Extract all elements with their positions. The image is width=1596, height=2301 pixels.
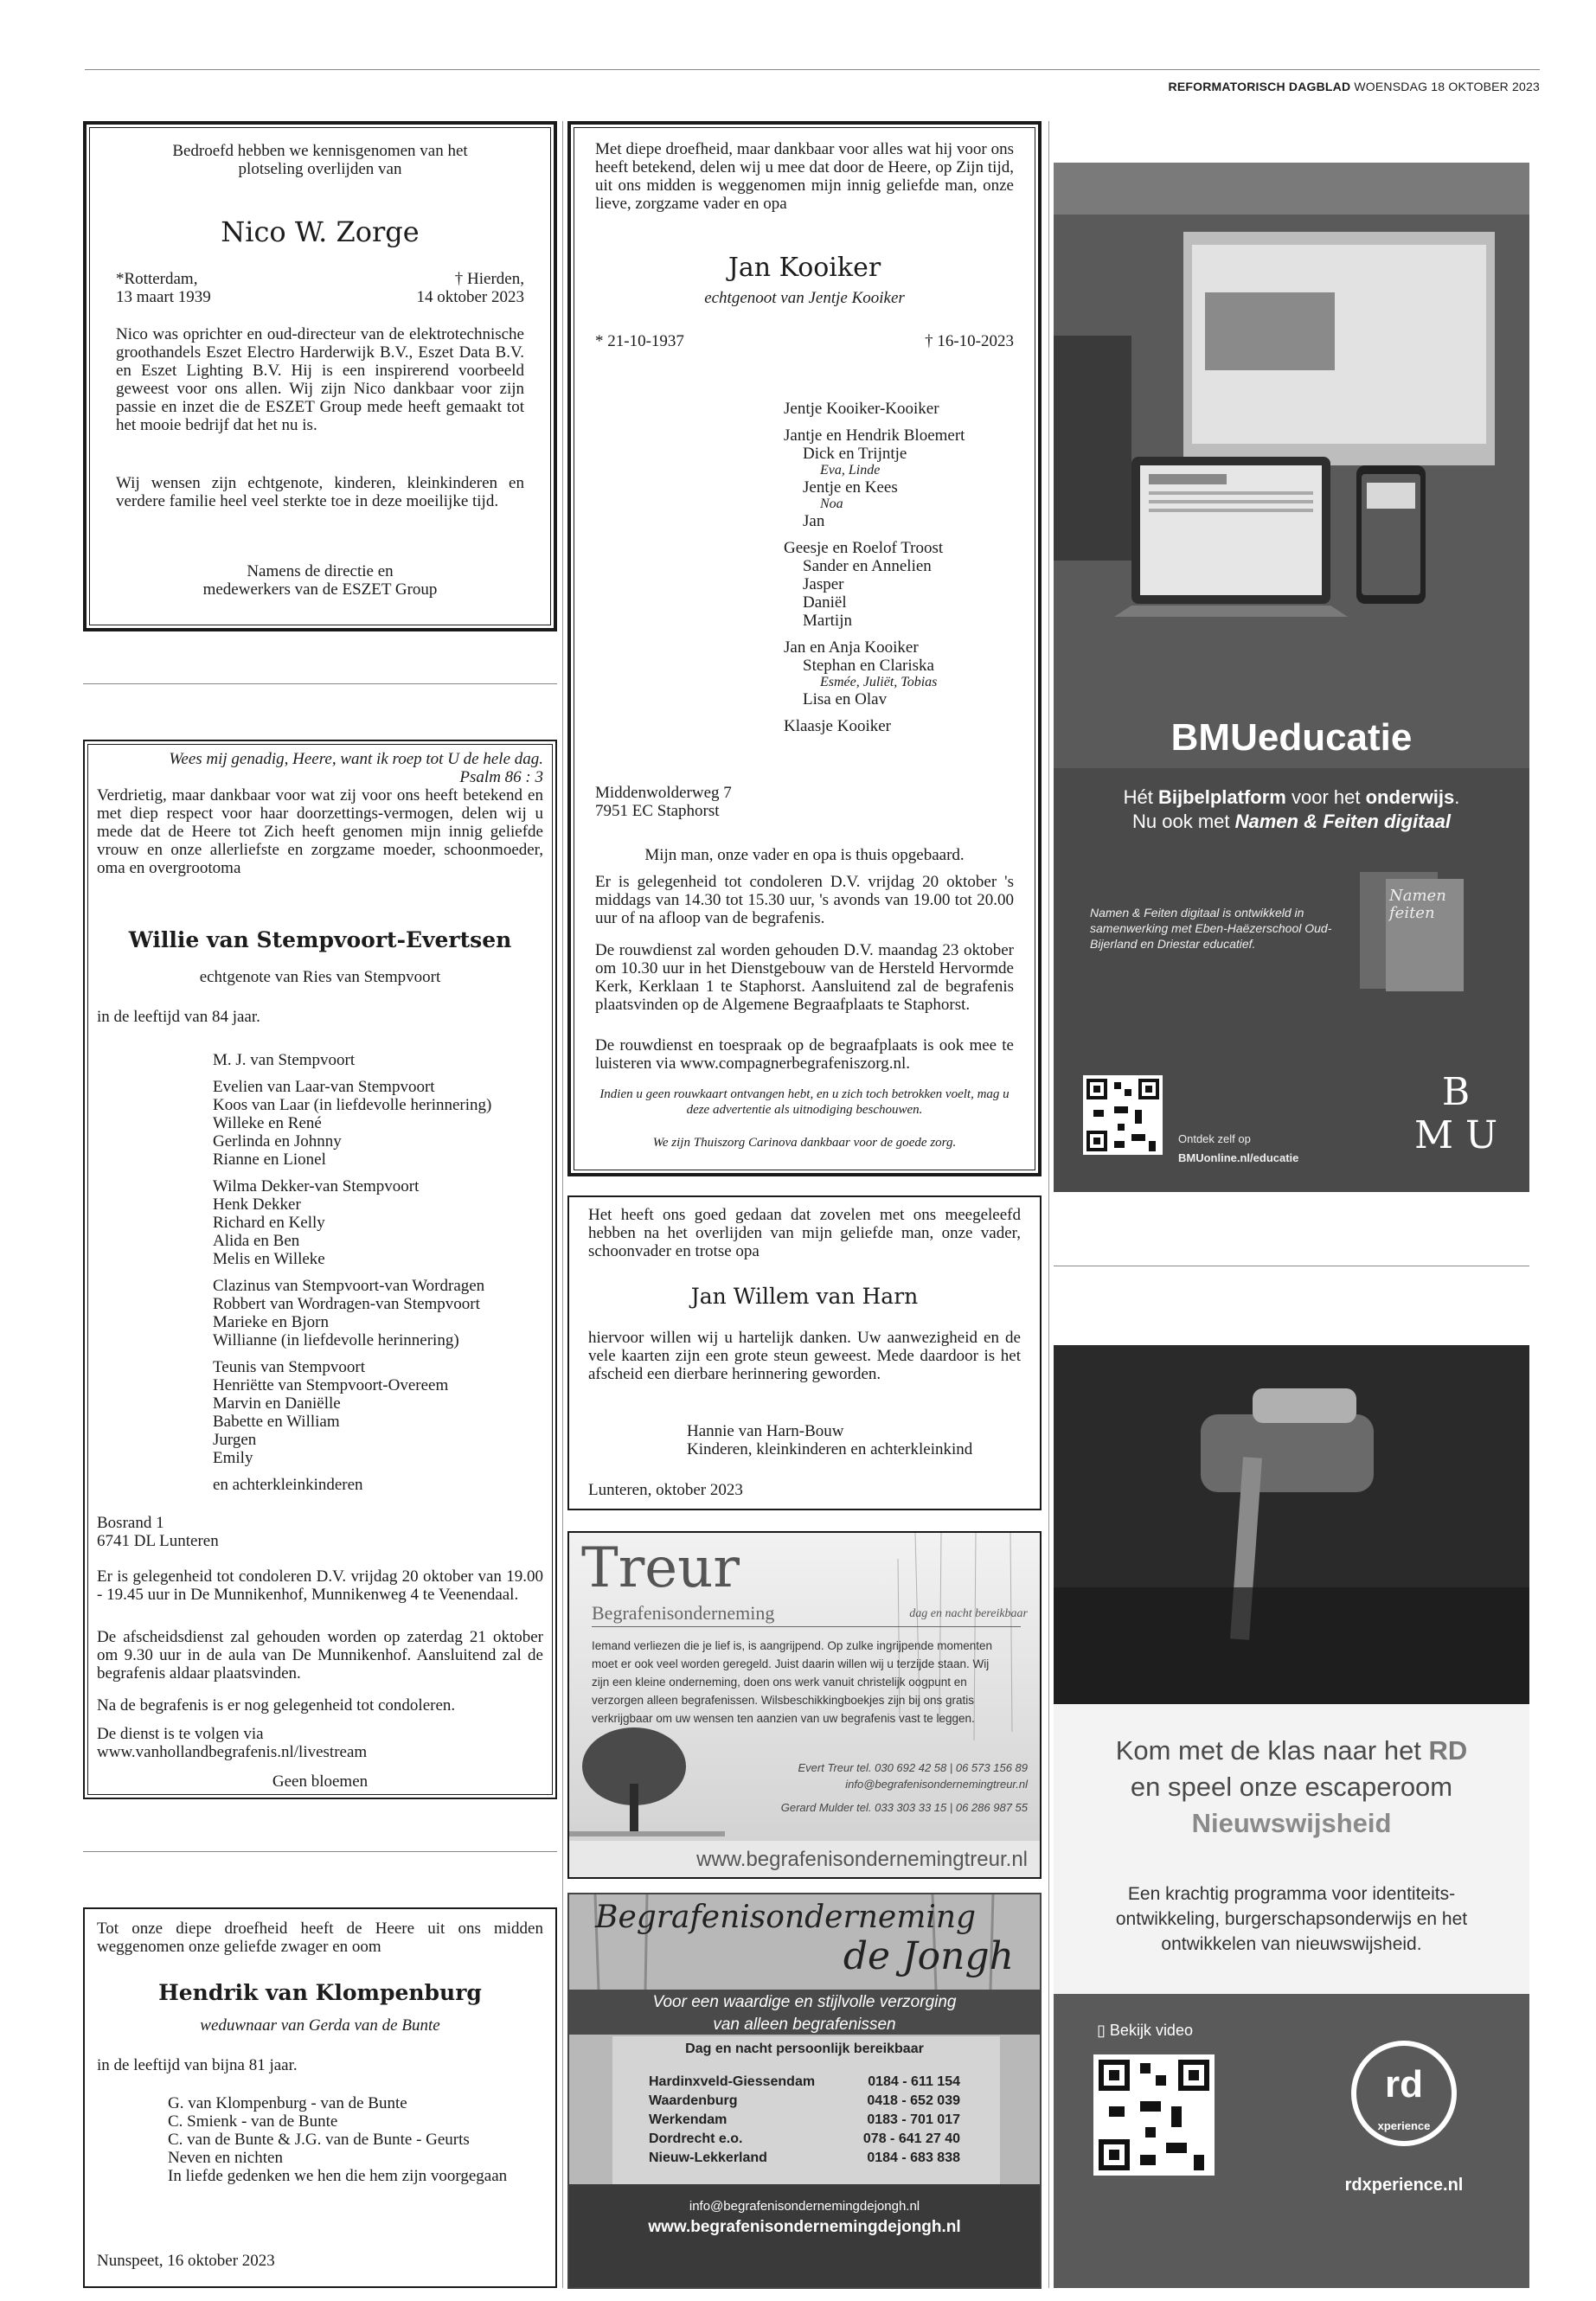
family-member [784,708,965,717]
spouse: echtgenoot van Jentje Kooiker [704,289,905,307]
age: in de leeftijd van bijna 81 jaar. [97,2056,298,2074]
address: Middenwolderweg 7 7951 EC Staphorst [595,784,732,820]
family-member [213,1069,491,1078]
paragraph: De rouwdienst zal worden gehouden D.V. maandag 23 oktober om 10.30 uur in het Dienstgebouw van de Hersteld Hervormde Kerk, Kerklaan 1 te Staphorst. Aansluitend zal de begrafenis plaatsvinden op de Algemene Begraafplaats te Staphorst. [595,941,1014,1014]
family-member [784,630,965,638]
paragraph: Nico was oprichter en oud-directeur van de elektrotechnische groothandels Eszet Electro Harderwijk B.V., Eszet Data B.V. en Eszet Lighting B.V. Hij is een inspirerend voorbeeld geweest voor ons allen. Wij zijn Nico dankbaar voor zijn passie en inzet die de ESZET Group mede heeft gemaakt tot het mooie bedrijf dat het nu is. [116,325,524,434]
book-title: Namen feiten [1389,887,1446,922]
divider [83,683,557,684]
qr-code-icon[interactable] [1083,1075,1163,1155]
family-member: Geesje en Roelof Troost [784,539,944,557]
family-list [213,1051,491,1494]
tagline: Hét Bijbelplatform voor het onderwijs. Nu ook met Namen & Feiten digitaal [1123,786,1460,832]
family-member: Jurgen [213,1431,257,1449]
family-list [784,400,965,735]
family-member: Neven en nichten [168,2149,283,2167]
notice-klompenburg [83,1907,557,2288]
phone-number[interactable]: 0184 - 683 838 [867,2150,960,2165]
age: in de leeftijd van 84 jaar. [97,1008,260,1026]
family-member: Dick en Trijntje [803,445,907,463]
website-link[interactable]: rdxperience.nl [1344,2176,1464,2195]
note: We zijn Thuiszorg Carinova dankbaar voor de goede zorg. [652,1136,957,1150]
family-member: Henriëtte van Stempvoort-Overeem [213,1376,449,1394]
paragraph: hiervoor willen wij u hartelijk danken. Uw aanwezigheid en de vele kaarten zijn een grote steun geweest. Mede daardoor is het afscheid een dierbare herinnering geworden. [588,1329,1021,1383]
deceased-name: Nico W. Zorge [221,215,420,248]
intro: Het heeft ons goed gedaan dat zovelen met ons meegeleefd hebben na het overlijden van mijn geliefde man, onze vader, schoonvader en trotse opa [588,1206,1021,1260]
location-name: Werkendam [649,2112,727,2127]
column-divider [1048,121,1049,2288]
family-member: Willeke en René [213,1114,322,1132]
bmu-logo: B M U [1413,1070,1498,1157]
family-member: M. J. van Stempvoort [213,1051,356,1069]
address: Bosrand 1 6741 DL Lunteren [97,1514,219,1550]
family-member: Jentje Kooiker-Kooiker [784,400,939,418]
paragraph: De afscheidsdienst zal gehouden worden op zaterdag 21 oktober om 9.30 uur in de aula van De Munnikenhof. Aansluitend zal de begrafenis aldaar plaatsvinden. [97,1628,543,1682]
tagline: dag en nacht bereikbaar [909,1607,1028,1620]
family-member: Esmée, Juliët, Tobias [820,675,938,689]
location-row [649,2149,960,2168]
family-member: Martijn [803,612,852,630]
divider [83,1851,557,1852]
family-member: Henk Dekker [213,1195,301,1214]
location-name: Nieuw-Lekkerland [649,2150,767,2165]
intro: Met diepe droefheid, maar dankbaar voor alles wat hij voor ons heeft betekend, delen wij u mee dat door de Heere, op Zijn tijd, uit ons midden is weggenomen mijn innig geliefde man, onze lieve, zorgzame vader en opa [595,140,1014,213]
deceased-name: Jan Kooiker [727,253,881,283]
brand-subtitle: Begrafenisonderneming [592,1602,775,1624]
birth: * 21-10-1937 [595,332,684,350]
location-row [649,2111,960,2130]
paragraph: De rouwdienst en toespraak op de begraafplaats is ook mee te luisteren via www.compagnerbegrafeniszorg.nl. [595,1036,1014,1073]
family-member: Jasper [803,575,844,593]
column-divider [562,121,563,2288]
family-member: Richard en Kelly [213,1214,325,1232]
family-member: Noa [820,497,843,511]
page-header: REFORMATORISCH DAGBLAD WOENSDAG 18 OKTOBER 2023 [1168,80,1540,93]
family-member: Daniël [803,593,847,612]
family-member: In liefde gedenken we hen die hem zijn voorgegaan [168,2167,508,2185]
family-member: Marieke en Bjorn [213,1313,330,1331]
website-link[interactable]: www.begrafenisondernemingdejongh.nl [648,2218,961,2236]
brand-title: Begrafenisonderneming [595,1900,977,1935]
headline: Kom met de klas naar het RD en speel onze escaperoom Nieuwswijsheid [1115,1735,1468,1838]
laptop-icon [1114,457,1443,682]
location-name: Hardinxveld-Giessendam [649,2074,816,2089]
ad-body: Een krachtig programma voor identiteits-ontwikkeling, burgerschapsonderwijs en het ontwikkelen van nieuwswijsheid. [1115,1884,1468,1954]
ad-rd-escaperoom [1054,1345,1529,2288]
location-list [649,2073,960,2168]
notice-kooiker [567,121,1042,1176]
phone-number[interactable]: 0184 - 611 154 [868,2074,960,2089]
family-member: Melis en Willeke [213,1250,325,1268]
cta: Ontdek zelf op BMUonline.nl/educatie [1178,1132,1299,1164]
family-member: Babette en William [213,1413,340,1431]
verse: Wees mij genadig, Heere, want ik roep tot U de hele dag. Psalm 86 : 3 [169,750,543,786]
ad-bmu [1054,163,1529,1192]
video-button[interactable]: ▯ Bekijk video [1097,2022,1193,2039]
family-member: G. van Klompenburg - van de Bunte [168,2094,407,2112]
family-member: Robbert van Wordragen-van Stempvoort [213,1295,480,1313]
family-member: C. Smienk - van de Bunte [168,2112,338,2131]
family-member: Gerlinda en Johnny [213,1132,342,1150]
phone-number[interactable]: 0183 - 701 017 [867,2112,960,2127]
ad-treur [567,1531,1042,1879]
notice-harn [567,1195,1042,1510]
family-member: Clazinus van Stempvoort-van Wordragen [213,1277,485,1295]
family-member: en achterkleinkinderen [213,1476,363,1494]
deceased-name: Willie van Stempvoort-Evertsen [128,927,512,952]
spouse: weduwnaar van Gerda van de Bunte [200,2016,440,2035]
brand-title: BMUeducatie [1170,716,1413,759]
family-member: Wilma Dekker-van Stempvoort [213,1177,420,1195]
paragraph: Er is gelegenheid tot condoleren D.V. vrijdag 20 oktober 's middags van 14.30 tot 15.30 uur, 's avonds van 19.00 tot 20.00 uur of na afloop van de begrafenis. [595,873,1014,927]
family-member: Jan en Anja Kooiker [784,638,919,657]
closing: Geen bloemen [272,1772,369,1791]
deceased-name: Jan Willem van Harn [690,1284,919,1309]
family-member [213,1467,491,1476]
paragraph: Na de begrafenis is er nog gelegenheid tot condoleren. [97,1696,456,1715]
top-rule [85,69,1540,70]
signature: Hannie van Harn-Bouw Kinderen, kleinkinderen en achterkleinkind [687,1422,973,1458]
intro: Verdrietig, maar dankbaar voor wat zij voor ons heeft betekend en met diep respect voor haar doorzettings-vermogen, delen wij u mede dat de Heere tot Zich heeft genomen mijn innig geliefde vrouw en onze allerliefste en zorgzame moeder, schoonmoeder, oma en overgrootoma [97,786,543,877]
intro: Tot onze diepe droefheid heeft de Heere uit ons midden weggenomen onze geliefde zwager en oom [97,1920,543,1956]
spouse: echtgenote van Ries van Stempvoort [199,968,441,986]
death: † 16-10-2023 [925,332,1014,350]
brand-subtitle: de Jongh [843,1934,1014,1978]
deceased-name: Hendrik van Klompenburg [158,1980,482,2005]
location-row [649,2092,960,2111]
family-member: Eva, Linde [820,463,881,478]
note: Indien u geen rouwkaart ontvangen hebt, en u zich toch betrokken voelt, mag u deze advertentie als uitnodiging beschouwen. [599,1087,1010,1117]
paragraph: Wij wensen zijn echtgenote, kinderen, kleinkinderen en verdere familie heel veel sterkte toe in deze moeilijke tijd. [116,474,524,510]
family-member: Alida en Ben [213,1232,300,1250]
family-member: Klaasje Kooiker [784,717,891,735]
key-photo [1054,1345,1529,1704]
info-text: Namen & Feiten digitaal is ontwikkeld in samenwerking met Eben-Haëzerschool Oud-Bijerland en Driestar educatief. [1090,906,1332,951]
reach-label: Dag en nacht persoonlijk bereikbaar [685,2041,924,2056]
location-row [649,2130,960,2149]
family-member [213,1268,491,1277]
family-member: Koos van Laar (in liefdevolle herinnering) [213,1096,492,1114]
family-member [784,530,965,539]
family-member: Stephan en Clariska [803,657,934,675]
family-member: Rianne en Lionel [213,1150,326,1169]
notice-zorge [83,121,557,631]
family-list [168,2094,507,2185]
family-member: Marvin en Daniëlle [213,1394,341,1413]
location-name: Dordrecht e.o. [649,2131,743,2146]
family-member [784,418,965,426]
paragraph: Er is gelegenheid tot condoleren D.V. vrijdag 20 oktober van 19.00 - 19.45 uur in De Munnikenhof, Munnikenweg 4 te Veenendaal. [97,1567,543,1604]
location-name: Waardenburg [649,2093,738,2108]
rd-logo: rd [1385,2063,1423,2106]
notice-stempvoort [83,740,557,1799]
family-member: Sander en Annelien [803,557,932,575]
family-member [213,1349,491,1358]
contact: Evert Treur tel. 030 692 42 58 | 06 573 156 89 info@begrafenisondernemingtreur.nl Gerard Mulder tel. 033 303 33 15 | 06 286 987 55 [780,1761,1028,1814]
qr-code-icon[interactable] [1093,2054,1215,2176]
death: † Hierden, 14 oktober 2023 [416,270,524,306]
family-member: Lisa en Olav [803,690,888,708]
brand-title: Treur [581,1536,740,1600]
birth: *Rotterdam, 13 maart 1939 [116,270,211,306]
family-member: Willianne (in liefdevolle herinnering) [213,1331,459,1349]
location-row [649,2073,960,2092]
family-member: Jan [803,512,825,530]
place-date: Lunteren, oktober 2023 [588,1481,743,1499]
intro: Bedroefd hebben we kennisgenomen van het plotseling overlijden van [172,142,468,178]
website-link[interactable]: www.begrafenisondernemingtreur.nl [696,1848,1028,1871]
livestream: De dienst is te volgen via www.vanhollandbegrafenis.nl/livestream [97,1725,368,1761]
rd-logo-sub: xperience [1377,2119,1431,2132]
signature: Namens de directie en medewerkers van de ESZET Group [202,562,438,599]
family-member: Jantje en Hendrik Bloemert [784,426,965,445]
family-member: Evelien van Laar-van Stempvoort [213,1078,435,1096]
family-member: Jentje en Kees [803,478,898,497]
family-member: Emily [213,1449,253,1467]
ad-de-jongh [567,1893,1042,2289]
paragraph: Mijn man, onze vader en opa is thuis opgebaard. [644,846,965,864]
phone-number[interactable]: 078 - 641 27 40 [862,2131,960,2146]
ad-body: Iemand verliezen die je lief is, is aangrijpend. Op zulke ingrijpende momenten moet er ook veel worden geregeld. Juist daarin willen wij u terzijde staan. Wij zijn een kleine onderneming, doen ons werk vanuit christelijk oogpunt en verzorgen alleen begrafenissen. Wilsbeschikkingboekjes zijn bij ons gratis verkrijgbaar om uw wensen ten aanzien van uw begrafenis vast te leggen. [592,1639,993,1725]
phone-number[interactable]: 0418 - 652 039 [867,2093,960,2108]
family-member: Teunis van Stempvoort [213,1358,365,1376]
slogan: Voor een waardige en stijlvolle verzorging van alleen begrafenissen [652,1993,957,2034]
place-date: Nunspeet, 16 oktober 2023 [97,2252,275,2270]
phone-icon: ▯ [1097,2022,1106,2039]
family-member [213,1169,491,1177]
family-member: C. van de Bunte & J.G. van de Bunte - Geurts [168,2131,470,2149]
email-link[interactable]: info@begrafenisondernemingdejongh.nl [689,2199,920,2214]
